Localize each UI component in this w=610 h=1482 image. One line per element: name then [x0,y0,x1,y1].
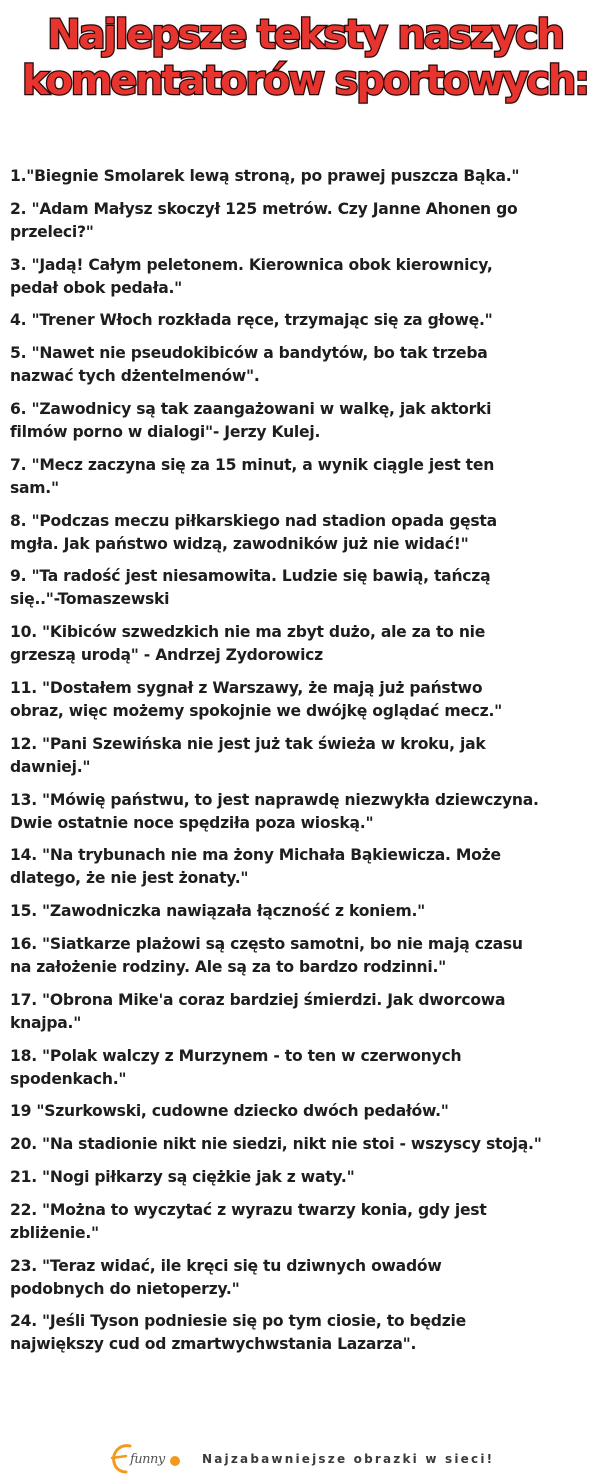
quote-item: 17. "Obrona Mike'a coraz bardziej śmierdzi. Jak dworcowa knajpa." [10,990,506,1032]
quote-item: 2. "Adam Małysz skoczył 125 metrów. Czy Janne Ahonen go przeleci?" [10,199,518,241]
page-title-line-2: komentatorów sportowych: [22,58,588,104]
quote-item: 10. "Kibiców szwedzkich nie ma zbyt dużo, ale za to nie grzeszą urodą" - Andrzej Zydorowicz [10,623,486,665]
quote-item: 13. "Mówię państwu, to jest naprawdę niezwykła dziewczyna. Dwie ostatnie noce spędziła poza wioską." [10,790,539,832]
quote-item: 3. "Jadą! Całym peletonem. Kierownica obok kierownicy, pedał obok pedała." [10,255,493,297]
quote-item: 19 "Szurkowski, cudowne dziecko dwóch pedałów." [10,1102,449,1121]
quote-item: 22. "Można to wyczytać z wyrazu twarzy konia, gdy jest zbliżenie." [10,1200,487,1242]
quote-item: 5. "Nawet nie pseudokibiców a bandytów, bo tak trzeba nazwać tych dżentelmenów". [10,344,488,386]
page-footer [0,1440,610,1480]
page-header [0,12,610,104]
logo-text: funny [130,1452,165,1467]
quote-item: 21. "Nogi piłkarzy są ciężkie jak z waty." [10,1167,355,1186]
quote-item: 8. "Podczas meczu piłkarskiego nad stadion opada gęsta mgła. Jak państwo widzą, zawodników już nie widać!" [10,511,497,553]
quote-item: 6. "Zawodnicy są tak zaangażowani w walkę, jak aktorki filmów porno w dialogi"- Jerzy Kulej. [10,399,492,441]
quote-item: 14. "Na trybunach nie ma żony Michała Bąkiewicza. Może dlatego, że nie jest żonaty." [10,846,501,888]
quote-item: 16. "Siatkarze plażowi są często samotni, bo nie mają czasu na założenie rodziny. Ale są za to bardzo rodzinni." [10,934,523,976]
quote-item: 23. "Teraz widać, ile kręci się tu dziwnych owadów podobnych do nietoperzy." [10,1256,442,1298]
quote-item: 15. "Zawodniczka nawiązała łączność z koniem." [10,902,425,921]
quote-item: 24. "Jeśli Tyson podniesie się po tym ciosie, to będzie największy cud od zmartwychwstania Lazarza". [10,1312,466,1354]
quote-item: 4. "Trener Włoch rozkłada ręce, trzymając się za głowę." [10,311,493,330]
page-title-line-1: Najlepsze teksty naszych [47,12,563,58]
quote-item: 1."Biegnie Smolarek lewą stroną, po prawej puszcza Bąka." [10,167,520,185]
quote-item: 9. "Ta radość jest niesamowita. Ludzie się bawią, tańczą się.."-Tomaszewski [10,567,491,609]
quotes-list [10,165,604,1366]
quote-item: 12. "Pani Szewińska nie jest już tak świeża w kroku, jak dawniej." [10,734,486,776]
quote-item: 20. "Na stadionie nikt nie siedzi, nikt nie stoi - wszyscy stoją." [10,1135,542,1154]
logo-dot-icon [170,1456,180,1466]
site-logo[interactable] [108,1442,184,1476]
quote-item: 18. "Polak walczy z Murzynem - to ten w czerwonych spodenkach." [10,1046,462,1088]
quote-item: 7. "Mecz zaczyna się za 15 minut, a wynik ciągle jest ten sam." [10,455,495,497]
footer-tagline: Najzabawniejsze obrazki w sieci! [202,1452,495,1466]
quote-item: 11. "Dostałem sygnał z Warszawy, że mają już państwo obraz, więc możemy spokojnie we dwójkę oglądać mecz." [10,678,503,720]
